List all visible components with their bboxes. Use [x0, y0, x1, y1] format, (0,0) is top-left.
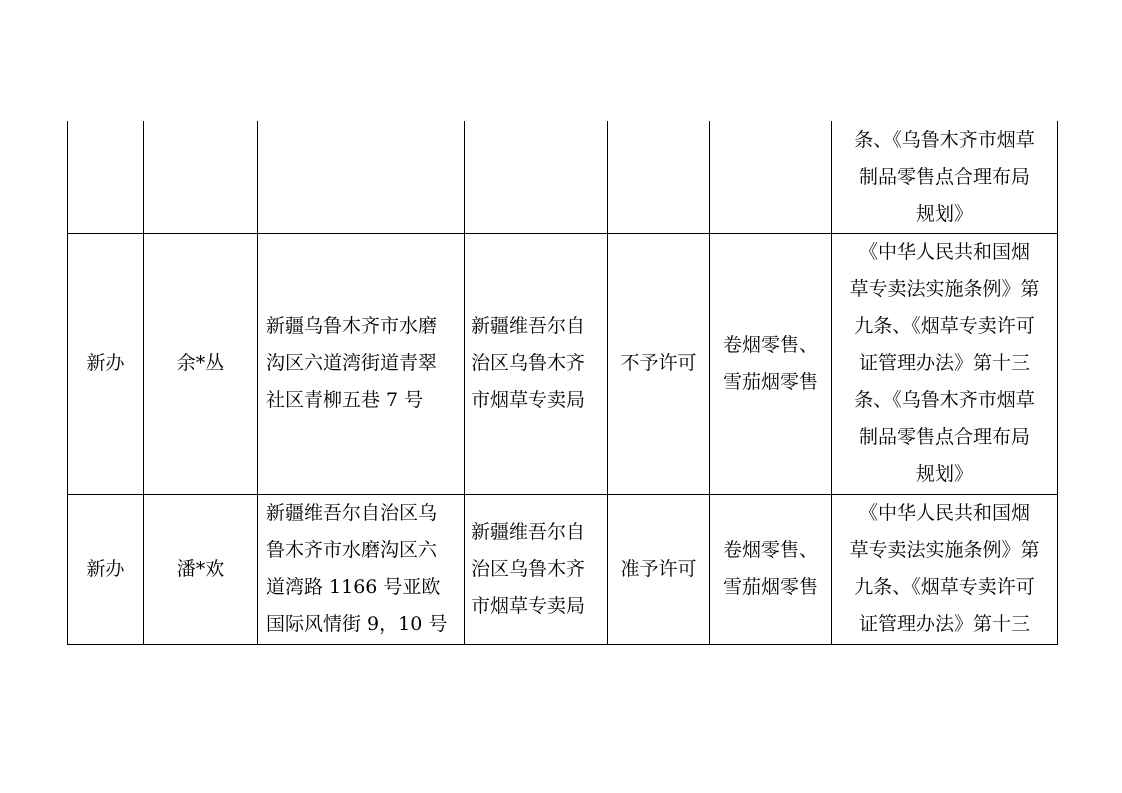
type-cell: 新办	[68, 233, 144, 494]
department-cell	[465, 121, 608, 233]
legal-basis-cell: 条、《乌鲁木齐市烟草 制品零售点合理布局 规划》	[832, 121, 1058, 233]
decision-cell: 不予许可	[608, 233, 710, 494]
legal-basis-cell: 《中华人民共和国烟 草专卖法实施条例》第 九条、《烟草专卖许可 证管理办法》第十三 条、《乌鲁木齐市烟草 制品零售点合理布局 规划》	[832, 233, 1058, 494]
table-row	[68, 233, 1058, 494]
name-cell: 余*丛	[144, 233, 258, 494]
decision-cell	[608, 121, 710, 233]
permit-table	[67, 121, 1058, 645]
address-cell	[258, 121, 465, 233]
scope-cell	[710, 121, 832, 233]
table-row	[68, 494, 1058, 644]
department-cell: 新疆维吾尔自 治区乌鲁木齐 市烟草专卖局	[465, 233, 608, 494]
decision-cell: 准予许可	[608, 494, 710, 644]
scope-cell: 卷烟零售、 雪茄烟零售	[710, 494, 832, 644]
address-cell: 新疆乌鲁木齐市水磨 沟区六道湾街道青翠 社区青柳五巷 7 号	[258, 233, 465, 494]
scope-cell: 卷烟零售、 雪茄烟零售	[710, 233, 832, 494]
table-row	[68, 121, 1058, 233]
type-cell: 新办	[68, 494, 144, 644]
department-cell: 新疆维吾尔自 治区乌鲁木齐 市烟草专卖局	[465, 494, 608, 644]
address-cell: 新疆维吾尔自治区乌 鲁木齐市水磨沟区六 道湾路 1166 号亚欧 国际风情街 9，10 号	[258, 494, 465, 644]
type-cell	[68, 121, 144, 233]
legal-basis-cell: 《中华人民共和国烟 草专卖法实施条例》第 九条、《烟草专卖许可 证管理办法》第十三	[832, 494, 1058, 644]
name-cell: 潘*欢	[144, 494, 258, 644]
name-cell	[144, 121, 258, 233]
